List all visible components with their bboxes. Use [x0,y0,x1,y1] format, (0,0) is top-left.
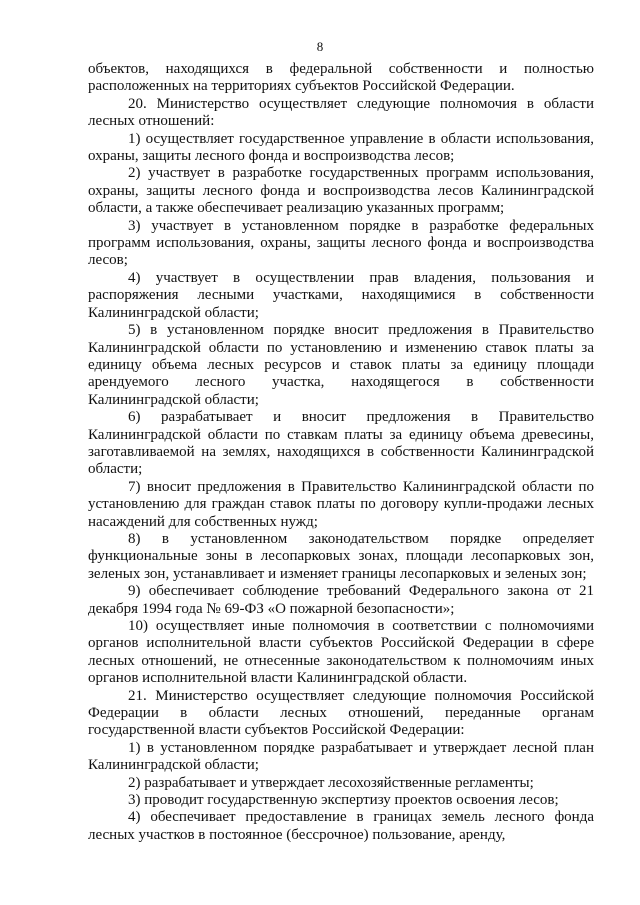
page-number: 8 [316,39,324,54]
paragraph-item-21-3: 3) проводит государственную экспертизу проектов освоения лесов; [128,792,559,809]
paragraph-item-20-8: 8) в установленном законодательством порядке определяет функциональные зоны в лесопарковых зонах, площади лесопарковых зон, зеленых зон, устанавливает и изменяет границы лесопарковых и зеленых зон; [88,530,594,582]
paragraph-item-20-5: 5) в установленном порядке вносит предложения в Правительство Калининградской области по установлению и изменению ставок платы за единицу объема лесных ресурсов и ставок платы за единицу площади арендуемого лесного участка, находящегося в собственности Калининградской области; [88,322,594,408]
paragraph-item-20-9: 9) обеспечивает соблюдение требований Федерального закона от 21 декабря 1994 года № 69-ФЗ «О пожарной безопасности»; [88,583,594,617]
paragraph-item-20-3: 3) участвует в установленном порядке в разработке федеральных программ использования, охраны, защиты лесного фонда и воспроизводства лесов; [88,217,594,269]
document-body [88,61,594,844]
paragraph-item-21-2: 2) разрабатывает и утверждает лесохозяйственные регламенты; [128,774,534,791]
paragraph-section-21: 21. Министерство осуществляет следующие полномочия Российской Федерации в области лесных отношений, переданные органам государственной власти субъектов Российской Федерации: [88,687,594,739]
paragraph-item-20-6: 6) разрабатывает и вносит предложения в Правительство Калининградской области по ставкам платы за единицу объема древесины, заготавливаемой на землях, находящихся в собственности Калининградской области; [88,409,594,478]
paragraph-item-20-1: 1) осуществляет государственное управление в области использования, охраны, защиты лесного фонда и воспроизводства лесов; [88,130,594,165]
paragraph-continuation: объектов, находящихся в федеральной собственности и полностью расположенных на территориях субъектов Российской Федерации. [88,61,594,95]
paragraph-item-20-7: 7) вносит предложения в Правительство Калининградской области по установлению для граждан ставок платы по договору купли-продажи лесных насаждений для собственных нужд; [88,478,594,530]
paragraph-item-20-4: 4) участвует в осуществлении прав владения, пользования и распоряжения лесными участками, находящимися в собственности Калининградской области; [88,269,594,321]
paragraph-item-20-2: 2) участвует в разработке государственных программ использования, охраны, защиты лесного фонда и воспроизводства лесов Калининградской области, а также обеспечивает реализацию указанных программ; [88,165,594,217]
paragraph-item-20-10: 10) осуществляет иные полномочия в соответствии с полномочиями органов исполнительной власти субъектов Российской Федерации в сфере лесных отношений, не отнесенные законодательством к полномочиям иных органов исполнительной власти Калининградской области. [88,618,594,687]
paragraph-item-21-4: 4) обеспечивает предоставление в границах земель лесного фонда лесных участков в постоянное (бессрочное) пользование, аренду, [88,809,594,843]
paragraph-section-20: 20. Министерство осуществляет следующие полномочия в области лесных отношений: [88,95,594,130]
paragraph-item-21-1: 1) в установленном порядке разрабатывает и утверждает лесной план Калининградской области; [88,739,594,774]
